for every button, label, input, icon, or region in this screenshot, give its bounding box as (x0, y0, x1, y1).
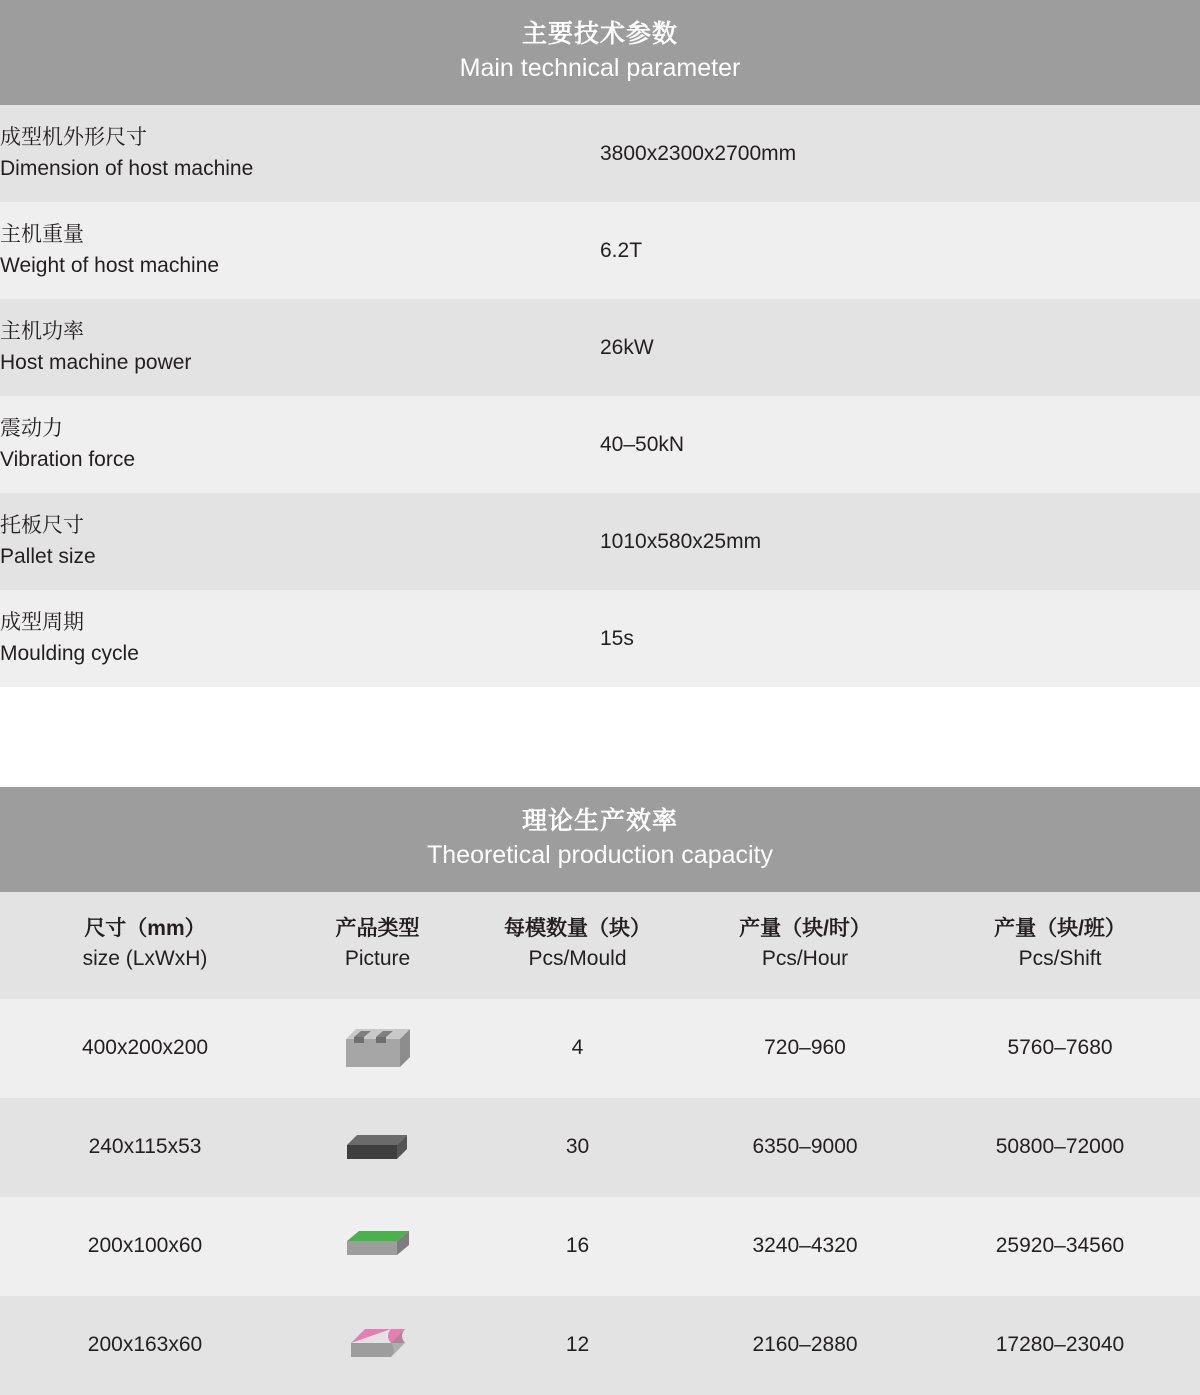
spec-value: 40–50kN (600, 432, 685, 456)
cell-picture (290, 1098, 465, 1197)
column-header-size-en: size (LxWxH) (82, 947, 208, 971)
main-parameter-header (0, 0, 1200, 105)
capacity-table (0, 892, 1200, 1395)
cell-pcs-hour: 6350–9000 (690, 1098, 920, 1197)
column-header-pcs-hour-en: Pcs/Hour (761, 947, 849, 971)
spec-value: 15s (600, 626, 634, 650)
cell-pcs-mould: 30 (465, 1098, 690, 1197)
table-row (0, 1098, 1200, 1197)
table-row (0, 590, 1200, 687)
column-header-picture (290, 892, 465, 999)
column-header-pcs-shift (920, 892, 1200, 999)
spec-label-cn: 震动力 (0, 417, 63, 441)
spec-value: 26kW (600, 335, 654, 359)
cell-pcs-shift: 5760–7680 (920, 999, 1200, 1098)
column-header-pcs-shift-en: Pcs/Shift (1018, 947, 1102, 971)
cell-pcs-mould: 16 (465, 1197, 690, 1296)
spec-label-cell (0, 590, 600, 687)
green-paver-icon (343, 1225, 413, 1267)
cell-picture (290, 1197, 465, 1296)
table-row (0, 1197, 1200, 1296)
cell-pcs-shift: 17280–23040 (920, 1296, 1200, 1395)
spec-label-cell (0, 105, 600, 202)
spec-label-cell (0, 299, 600, 396)
spec-label-en: Pallet size (0, 544, 96, 568)
column-header-pcs-mould-en: Pcs/Mould (528, 947, 627, 971)
cell-pcs-hour: 720–960 (690, 999, 920, 1098)
capacity-header-en: Theoretical production capacity (426, 840, 774, 869)
capacity-header-cn: 理论生产效率 (521, 807, 678, 835)
cell-picture (290, 999, 465, 1098)
spec-label-cell (0, 202, 600, 299)
spec-label-en: Dimension of host machine (0, 156, 254, 180)
table-row (0, 1296, 1200, 1395)
main-parameter-header-cn: 主要技术参数 (521, 20, 678, 48)
cell-size: 400x200x200 (0, 999, 290, 1098)
cell-pcs-mould: 4 (465, 999, 690, 1098)
table-row (0, 493, 1200, 590)
cell-picture (290, 1296, 465, 1395)
table-row (0, 299, 1200, 396)
cell-pcs-shift: 50800–72000 (920, 1098, 1200, 1197)
hollow-block-icon (342, 1025, 414, 1071)
spec-label-cn: 成型机外形尺寸 (0, 126, 147, 150)
column-header-size-cn: 尺寸（mm） (84, 917, 206, 940)
section-divider-space (0, 687, 1200, 787)
spec-label-cn: 主机重量 (0, 223, 84, 247)
column-header-pcs-mould (465, 892, 690, 999)
cell-size: 200x163x60 (0, 1296, 290, 1395)
spec-value: 1010x580x25mm (600, 529, 762, 553)
cell-pcs-hour: 3240–4320 (690, 1197, 920, 1296)
spec-label-cn: 托板尺寸 (0, 514, 84, 538)
table-row (0, 999, 1200, 1098)
cell-size: 240x115x53 (0, 1098, 290, 1197)
pink-paver-icon (343, 1323, 413, 1367)
table-row (0, 396, 1200, 493)
column-header-size (0, 892, 290, 999)
spec-label-en: Vibration force (0, 447, 136, 471)
spec-label-cn: 成型周期 (0, 611, 84, 635)
spec-table (0, 105, 1200, 687)
column-header-pcs-shift-cn: 产量（块/班） (994, 917, 1126, 940)
spec-label-cn: 主机功率 (0, 320, 84, 344)
capacity-header-row (0, 892, 1200, 999)
cell-pcs-mould: 12 (465, 1296, 690, 1395)
column-header-pcs-hour-cn: 产量（块/时） (739, 917, 871, 940)
spec-value: 3800x2300x2700mm (600, 141, 797, 165)
spec-label-cell (0, 493, 600, 590)
spec-value: 6.2T (600, 238, 643, 262)
table-row (0, 202, 1200, 299)
spec-label-en: Host machine power (0, 350, 192, 374)
spec-label-cell (0, 396, 600, 493)
capacity-header (0, 787, 1200, 892)
main-parameter-header-en: Main technical parameter (459, 53, 741, 82)
cell-pcs-shift: 25920–34560 (920, 1197, 1200, 1296)
column-header-picture-cn: 产品类型 (335, 917, 420, 940)
solid-brick-icon (345, 1127, 411, 1167)
column-header-pcs-hour (690, 892, 920, 999)
spec-label-en: Moulding cycle (0, 641, 139, 665)
column-header-pcs-mould-cn: 每模数量（块） (504, 917, 651, 940)
cell-pcs-hour: 2160–2880 (690, 1296, 920, 1395)
table-row (0, 105, 1200, 202)
column-header-picture-en: Picture (344, 947, 411, 971)
spec-label-en: Weight of host machine (0, 253, 220, 277)
cell-size: 200x100x60 (0, 1197, 290, 1296)
